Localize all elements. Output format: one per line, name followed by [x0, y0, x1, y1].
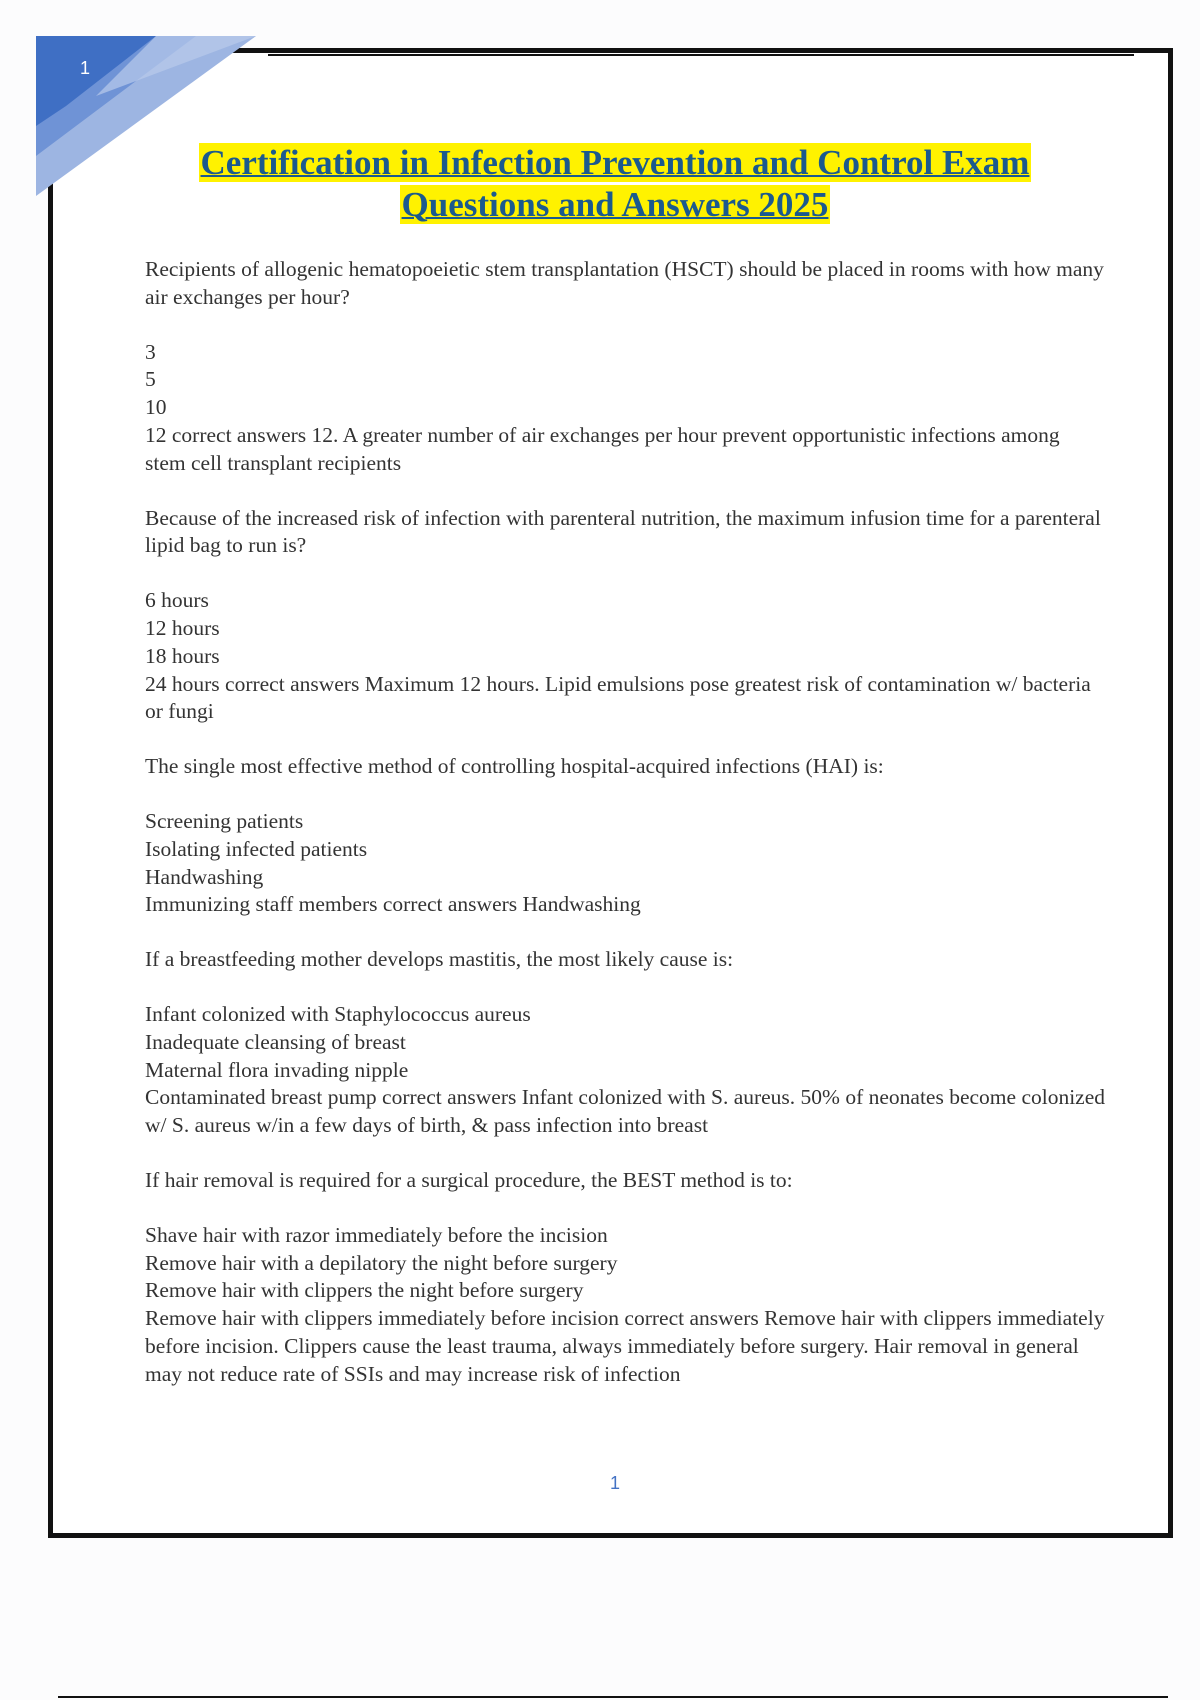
- question-block: [145, 946, 1105, 1140]
- title-line-1: Certification in Infection Prevention and Control Exam: [200, 143, 1030, 182]
- answer-option: Remove hair with clippers immediately before incision correct answers Remove hair with clippers immediately before incision. Clippers cause the least trauma, always immediately before surgery. Hair removal in general may not reduce rate of SSIs and may increase risk of infection: [145, 1306, 1105, 1386]
- answer-option: Infant colonized with Staphylococcus aureus: [145, 1001, 531, 1026]
- answer-option: Remove hair with clippers the night before surgery: [145, 1278, 584, 1303]
- answer-option: Isolating infected patients: [145, 836, 368, 861]
- question-text: If hair removal is required for a surgical procedure, the BEST method is to:: [145, 1167, 793, 1192]
- question-text: Because of the increased risk of infection with parenteral nutrition, the maximum infusion time for a parenteral lipid bag to run is?: [145, 505, 1101, 558]
- footer-rule: [58, 1696, 1168, 1698]
- answer-option: Inadequate cleansing of breast: [145, 1029, 406, 1054]
- title-line-2: Questions and Answers 2025: [401, 185, 829, 224]
- answer-option: Immunizing staff members correct answers Handwashing: [145, 892, 641, 917]
- qa-content: [145, 256, 1105, 1416]
- answer-option: Shave hair with razor immediately before the incision: [145, 1222, 608, 1247]
- question-block: [145, 753, 1105, 919]
- answer-option: 3: [145, 339, 156, 364]
- question-block: [145, 1167, 1105, 1389]
- question-text: The single most effective method of controlling hospital-acquired infections (HAI) is:: [145, 754, 884, 779]
- answer-option: 18 hours: [145, 643, 220, 668]
- question-text: If a breastfeeding mother develops mastitis, the most likely cause is:: [145, 947, 734, 972]
- answer-option: Handwashing: [145, 864, 264, 889]
- question-block: [145, 505, 1105, 727]
- answer-option: 5: [145, 367, 156, 392]
- answer-option: Maternal flora invading nipple: [145, 1057, 409, 1082]
- answer-option: 10: [145, 395, 167, 420]
- answer-option: 24 hours correct answers Maximum 12 hours. Lipid emulsions pose greatest risk of contamination w/ bacteria or fungi: [145, 671, 1091, 724]
- answer-option: Remove hair with a depilatory the night before surgery: [145, 1250, 618, 1275]
- answer-option: 12 hours: [145, 615, 220, 640]
- question-text: Recipients of allogenic hematopoeietic stem transplantation (HSCT) should be placed in rooms with how many air exchanges per hour?: [145, 257, 1104, 309]
- corner-page-number: 1: [80, 58, 91, 78]
- question-block: [145, 256, 1105, 478]
- answer-option: Screening patients: [145, 808, 304, 833]
- footer-page-number: 1: [609, 1473, 620, 1493]
- header-rule: [268, 54, 1134, 56]
- answer-option: 6 hours: [145, 588, 209, 613]
- document-title: [100, 142, 1130, 226]
- answer-option: 12 correct answers 12. A greater number of air exchanges per hour prevent opportunistic infections among stem cell transplant recipients: [145, 422, 1060, 475]
- answer-option: Contaminated breast pump correct answers Infant colonized with S. aureus. 50% of neonates become colonized w/ S. aureus w/in a few days of birth, & pass infection into breast: [145, 1085, 1106, 1138]
